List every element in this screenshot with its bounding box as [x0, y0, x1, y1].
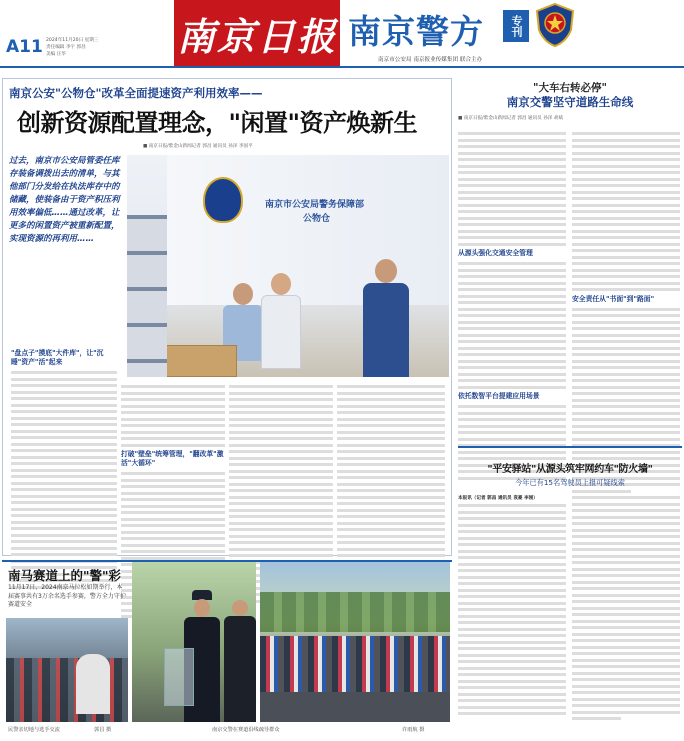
riot-shield	[164, 648, 194, 706]
editor-line: 责任编辑 李宇 郭昌	[46, 45, 86, 50]
traffic-byline: ■ 南京日报/紫金山新闻记者 郭昌 通讯员 孙泽 胡斌	[458, 116, 564, 121]
paper-name-logo	[174, 0, 340, 66]
runners-row	[260, 636, 450, 692]
marathon-photo-3	[260, 562, 450, 722]
officer-figure-3	[355, 259, 415, 377]
marathon-story	[2, 560, 452, 740]
marathon-photo-1	[6, 618, 128, 722]
lead-photo	[127, 155, 449, 377]
masthead	[0, 0, 684, 72]
lead-intro	[9, 155, 121, 345]
ride-hailing-col2	[572, 496, 680, 724]
lead-headline: 创新资源配置理念，"闲置"资产焕新生	[17, 109, 418, 137]
lead-story	[2, 78, 452, 556]
traffic-subhead-2: 依托数智平台提建应用场景	[458, 392, 540, 400]
traffic-kicker: "大车右转必停"	[533, 82, 607, 94]
lead-body-col1	[11, 349, 117, 592]
ride-hailing-story	[458, 446, 682, 740]
lead-kicker: 南京公安"公物仓"改革全面提速资产利用效率——	[9, 86, 263, 100]
photo-sign-line2: 公物仓	[303, 214, 331, 224]
traffic-headline: 南京交警坚守道路生命线	[506, 95, 634, 109]
lead-subhead-2: 打破"壁垒"统筹管理，"翻改革"激活"大循环"	[121, 450, 224, 467]
trees-row	[260, 592, 450, 632]
ride-hailing-byline: 本报讯（记者 郭昌 通讯员 袁豪 李刚）	[458, 496, 538, 501]
page-number: A11	[6, 37, 43, 57]
marathon-caption-1: 民警亲切地与选手交流	[8, 727, 60, 733]
traffic-subhead-1: 从源头强化交通安全管理	[458, 249, 533, 257]
section-name: 南京警方	[348, 12, 484, 51]
proof-line: 美编 汪华	[46, 52, 66, 57]
lead-byline: ■ 南京日报/紫金山新闻记者 郭昌 通讯员 孙泽 李国平	[143, 144, 253, 149]
paper-name: 南京日报	[176, 13, 337, 59]
police-emblem-wall	[203, 177, 243, 223]
police-officer-2	[224, 600, 256, 722]
section-tag: 专刊	[503, 10, 529, 42]
road	[260, 692, 450, 722]
photo-sign-line1: 南京市公安局警务保障部	[265, 200, 365, 210]
elder-figure	[76, 654, 110, 714]
ride-hailing-subhead: 今年已有15名驾驶员上报可疑线索	[515, 478, 625, 487]
marathon-photo-2	[132, 562, 256, 722]
police-badge-icon	[534, 2, 576, 48]
ride-hailing-col1	[458, 496, 566, 719]
marathon-headline: 南马赛道上的"警"彩	[8, 568, 122, 583]
marathon-intro: 11月17日，2024南京马拉松如期举行，本届赛事共有3万余名选手参赛，警方全力守护赛道安全	[8, 584, 126, 608]
marathon-credit-2: 许雨航 摄	[402, 727, 425, 733]
traffic-subhead-3: 安全责任从"书面"到"路面"	[572, 294, 655, 303]
masthead-rule	[0, 66, 684, 68]
shelf-unit	[127, 215, 167, 377]
traffic-story	[458, 78, 682, 438]
sponsor-line: 南京市公安局 南京报业传媒集团 联合主办	[378, 57, 483, 63]
ride-hailing-headline: "平安驿站"从源头筑牢网约车"防火墙"	[487, 464, 653, 475]
lead-subhead-1: "盘点子"摸底"大件库"，让"沉睡"资产"活"起来	[11, 349, 104, 366]
lead-intro-text: 过去，南京市公安局管委任库存装备调拨出去的清单，与其他部门分发给在执法库存中的储藏，使装备由于资产积压利用效率偏低……通过改革，让更多的闲置资产被重新配置，实现资源的再利用……	[9, 156, 120, 244]
cardboard-boxes	[157, 345, 237, 377]
officer-figure-2	[259, 273, 303, 369]
marathon-credit-1: 郭昌 摄	[94, 727, 112, 733]
marathon-caption-2: 南京交警在赛道沿线疏导群众	[212, 727, 280, 733]
date-line: 2024年11月20日 星期三	[46, 38, 99, 43]
traffic-col1	[458, 132, 566, 483]
traffic-col2	[572, 132, 680, 496]
